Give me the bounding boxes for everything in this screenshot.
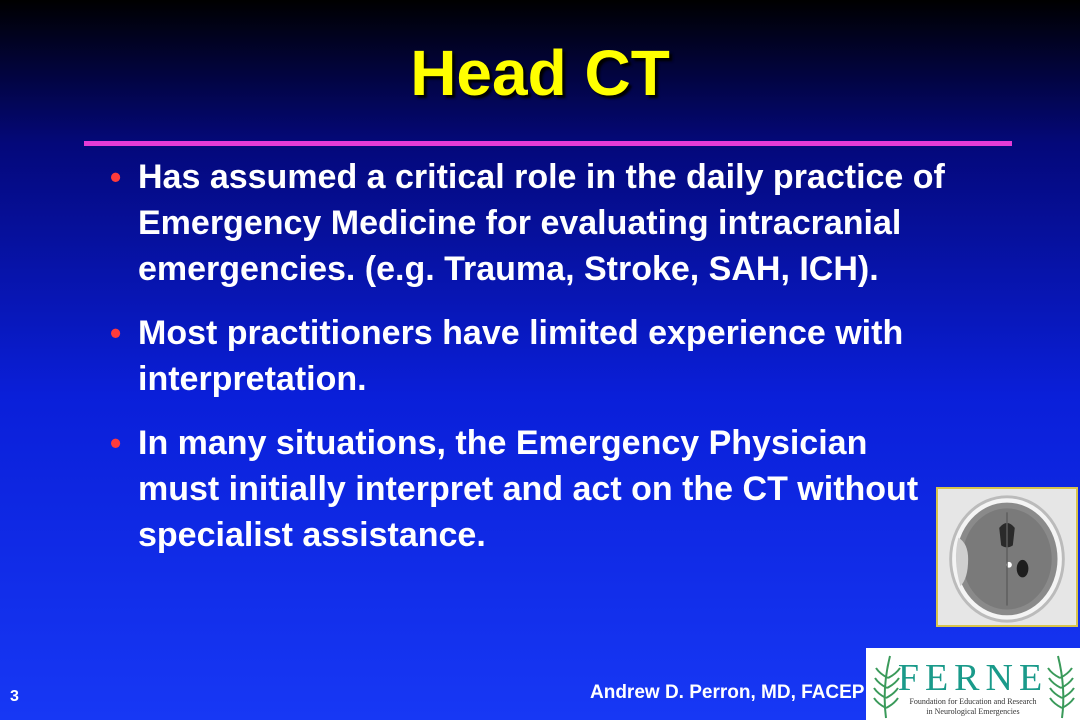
- bullet-text-2: Most practitioners have limited experience with interpretation.: [138, 314, 904, 398]
- page-number: 3: [10, 688, 19, 705]
- bullet-marker: •: [110, 315, 122, 351]
- bullet-list: [110, 154, 990, 576]
- bullet-marker: •: [110, 159, 122, 195]
- slide-title: Head CT: [410, 37, 670, 109]
- title-divider: [84, 141, 1012, 146]
- svg-text:Foundation for Education and R: Foundation for Education and Research: [909, 697, 1037, 706]
- ferne-logo: [866, 648, 1080, 720]
- bullet-item-3: [110, 420, 938, 558]
- bullet-item-2: [110, 310, 990, 402]
- bullet-text-1: Has assumed a critical role in the daily practice of Emergency Medicine for evaluating intracranial emergencies. (e.g. Trauma, Stroke, SAH, ICH).: [138, 158, 945, 288]
- ferne-logo-graphic: [866, 648, 1080, 720]
- bullet-text-3: In many situations, the Emergency Physician must initially interpret and act on the CT without specialist assistance.: [138, 424, 919, 554]
- svg-text:in Neurological Emergencies: in Neurological Emergencies: [926, 707, 1020, 716]
- head-ct-scan-image: [936, 487, 1078, 627]
- bullet-marker: •: [110, 425, 122, 461]
- svg-text:FERNE: FERNE: [897, 657, 1049, 699]
- author-credit: Andrew D. Perron, MD, FACEP: [590, 682, 865, 703]
- bullet-item-1: [110, 154, 990, 292]
- ct-scan-illustration: [938, 489, 1076, 625]
